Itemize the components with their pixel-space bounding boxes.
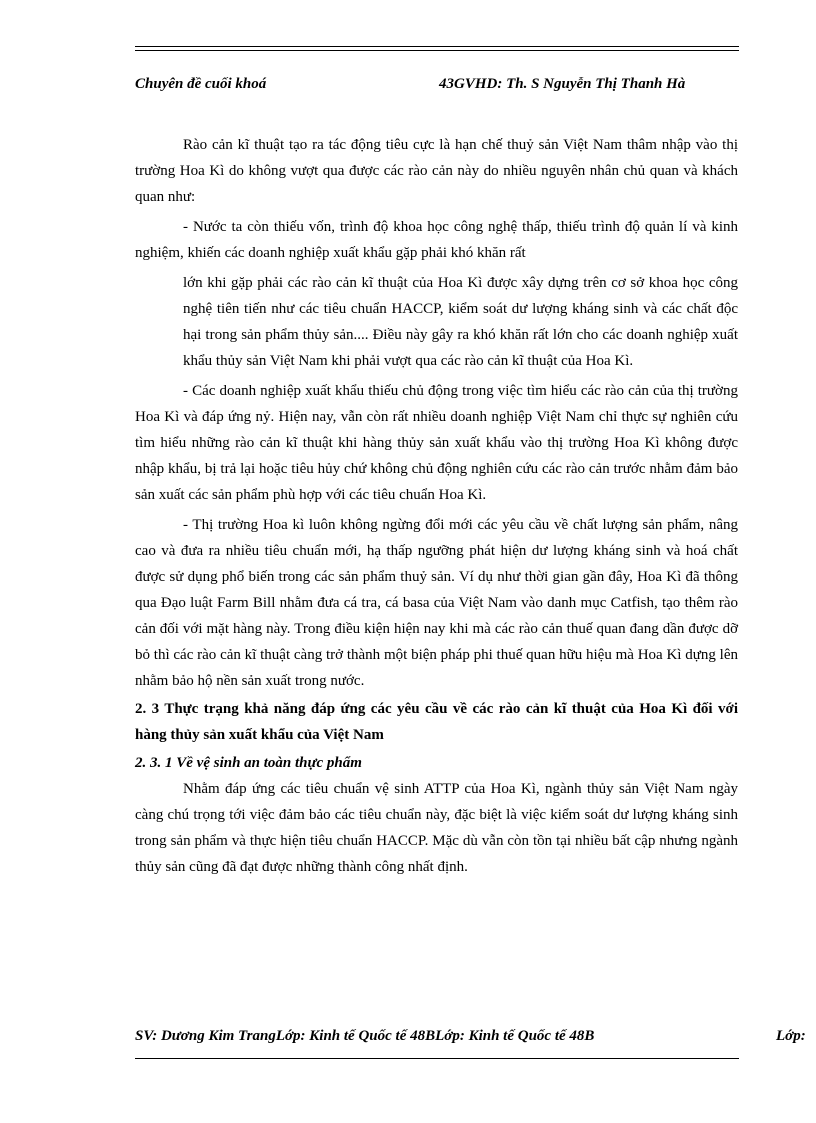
footer-rule — [135, 1058, 739, 1059]
subsection-heading: 2. 3. 1 Về vệ sinh an toàn thực phẩm — [135, 755, 362, 771]
footer-student: SV: Dương Kim TrangLớp: Kinh tế Quốc tế 48BLớp: Kinh tế Quốc tế 48B — [135, 1028, 595, 1044]
section-heading: 2. 3 Thực trạng khả năng đáp ứng các yêu cầu về các rào cản kĩ thuật của Hoa Kì đối với hàng thủy sản xuất khẩu của Việt Nam — [135, 701, 738, 743]
document-body — [135, 132, 738, 880]
paragraph-market-renewal: - Thị trường Hoa kì luôn không ngừng đổi mới các yêu cầu về chất lượng sản phẩm, nâng cao và đưa ra nhiều tiêu chuẩn mới, hạ thấp ngưỡng phát hiện dư lượng kháng sinh và hoá chất được sử dụng phổ biến trong các sản phẩm thuỷ sản. Ví dụ như thời gian gần đây, Hoa Kì đã thông qua Đạo luật Farm Bill nhằm đưa cá tra, cá basa của Việt Nam vào danh mục Catfish, tạo thêm rào cản đối với mặt hàng này. Trong điều kiện hiện nay khi mà các rào cản thuế quan đang dần được dỡ bỏ thì các rào cản kĩ thuật càng trở thành một biện pháp phi thuế quan hữu hiệu mà Hoa Kì dựng lên nhằm bảo hộ nền sản xuất trong nước. — [135, 517, 738, 689]
paragraph-food-safety: Nhằm đáp ứng các tiêu chuẩn vệ sinh ATTP của Hoa Kì, ngành thủy sản Việt Nam ngày càng chú trọng tới việc đảm bảo các tiêu chuẩn này, đặc biệt là việc kiểm soát dư lượng kháng sinh trong sản phẩm và thực hiện tiêu chuẩn HACCP. Mặc dù vẫn còn tồn tại nhiều bất cập nhưng ngành thủy sản cũng đã đạt được những thành công nhất định. — [135, 781, 738, 875]
page-footer — [135, 1028, 816, 1050]
paragraph-intro: Rào cản kĩ thuật tạo ra tác động tiêu cực là hạn chế thuỷ sản Việt Nam thâm nhập vào thị trường Hoa Kì do không vượt qua được các rào cản này do nhiều nguyên nhân chủ quan và khách quan như: — [135, 137, 738, 205]
paragraph-capital-continued: lớn khi gặp phải các rào cản kĩ thuật của Hoa Kì được xây dựng trên cơ sở khoa học công nghệ tiên tiến như các tiêu chuẩn HACCP, kiểm soát dư lượng kháng sinh và các chất độc hại trong sản phẩm thủy sản.... Điều này gây ra khó khăn rất lớn cho các doanh nghiệp xuất khẩu thủy sản Việt Nam khi phải vượt qua các rào cản kĩ thuật của Hoa Kì. — [183, 275, 738, 369]
header-supervisor: 43GVHD: Th. S Nguyễn Thị Thanh Hà — [439, 76, 686, 92]
paragraph-initiative: - Các doanh nghiệp xuất khẩu thiếu chủ động trong việc tìm hiểu các rào cản của thị trường Hoa Kì và đáp ứng nỷ. Hiện nay, vẫn còn rất nhiều doanh nghiệp Việt Nam chỉ thực sự nghiên cứu tìm hiểu những rào cản kĩ thuật khi hàng thủy sản xuất khẩu vào thị trường Hoa Kì không được nhập khẩu, bị trả lại hoặc tiêu hủy chứ không chủ động nghiên cứu các rào cản trước nhằm đảm bảo sản xuất các sản phẩm phù hợp với các tiêu chuẩn Hoa Kì. — [135, 383, 738, 503]
header-rule — [135, 46, 739, 51]
paragraph-capital: - Nước ta còn thiếu vốn, trình độ khoa học công nghệ thấp, thiếu trình độ quản lí và kinh nghiệm, khiến các doanh nghiệp xuất khẩu gặp phải khó khăn rất — [135, 219, 738, 261]
footer-class-label: Lớp: — [776, 1028, 806, 1044]
page-header — [135, 76, 755, 96]
header-title: Chuyên đề cuối khoá — [135, 76, 267, 92]
